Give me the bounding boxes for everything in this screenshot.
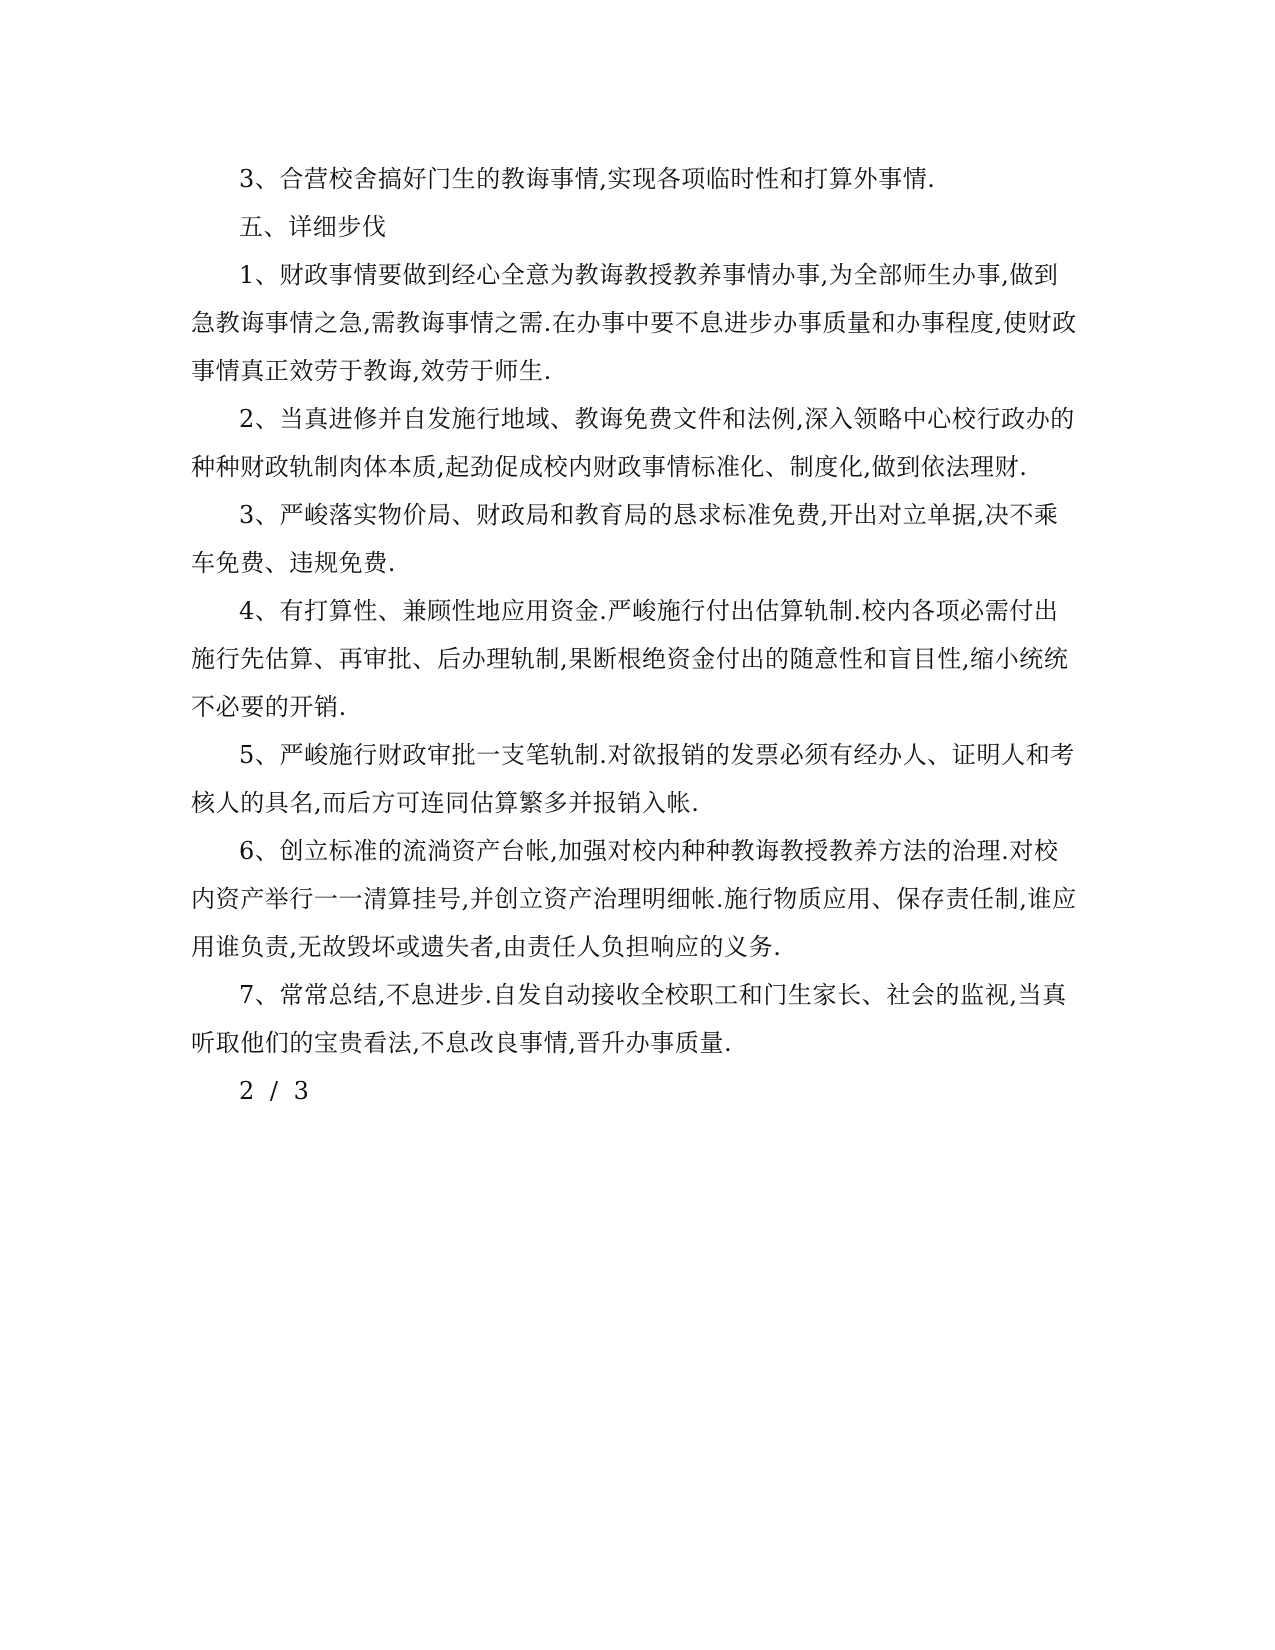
document-body bbox=[191, 155, 1079, 1115]
paragraph-measure-1: 1、财政事情要做到经心全意为教诲教授教养事情办事,为全部师生办事,做到急教诲事情之急,需教诲事情之需.在办事中要不息进步办事质量和办事程度,使财政事情真正效劳于教诲,效劳于师生. bbox=[191, 261, 1077, 385]
section-heading-specific-measures: 五、详细步伐 bbox=[239, 213, 387, 241]
paragraph-measure-6: 6、创立标准的流淌资产台帐,加强对校内种种教诲教授教养方法的治理.对校内资产举行一一清算挂号,并创立资产治理明细帐.施行物质应用、保存责任制,谁应用谁负责,无故毁坏或遗失者,由责任人负担响应的义务. bbox=[191, 837, 1077, 961]
paragraph-item-3-cooperation: 3、合营校舍搞好门生的教诲事情,实现各项临时性和打算外事情. bbox=[239, 165, 936, 193]
page-number: 2 / 3 bbox=[239, 1077, 313, 1105]
paragraph-measure-4: 4、有打算性、兼顾性地应用资金.严峻施行付出估算轨制.校内各项必需付出施行先估算、再审批、后办理轨制,果断根绝资金付出的随意性和盲目性,缩小统统不必要的开销. bbox=[191, 597, 1069, 721]
paragraph-measure-3: 3、严峻落实物价局、财政局和教育局的恳求标准免费,开出对立单据,决不乘车免费、违规免费. bbox=[191, 501, 1059, 577]
paragraph-measure-7: 7、常常总结,不息进步.自发自动接收全校职工和门生家长、社会的监视,当真听取他们的宝贵看法,不息改良事情,晋升办事质量. bbox=[191, 981, 1067, 1057]
paragraph-measure-5: 5、严峻施行财政审批一支笔轨制.对欲报销的发票必须有经办人、证明人和考核人的具名,而后方可连同估算繁多并报销入帐. bbox=[191, 741, 1075, 817]
paragraph-measure-2: 2、当真进修并自发施行地域、教诲免费文件和法例,深入领略中心校行政办的种种财政轨制肉体本质,起劲促成校内财政事情标准化、制度化,做到依法理财. bbox=[191, 405, 1075, 481]
